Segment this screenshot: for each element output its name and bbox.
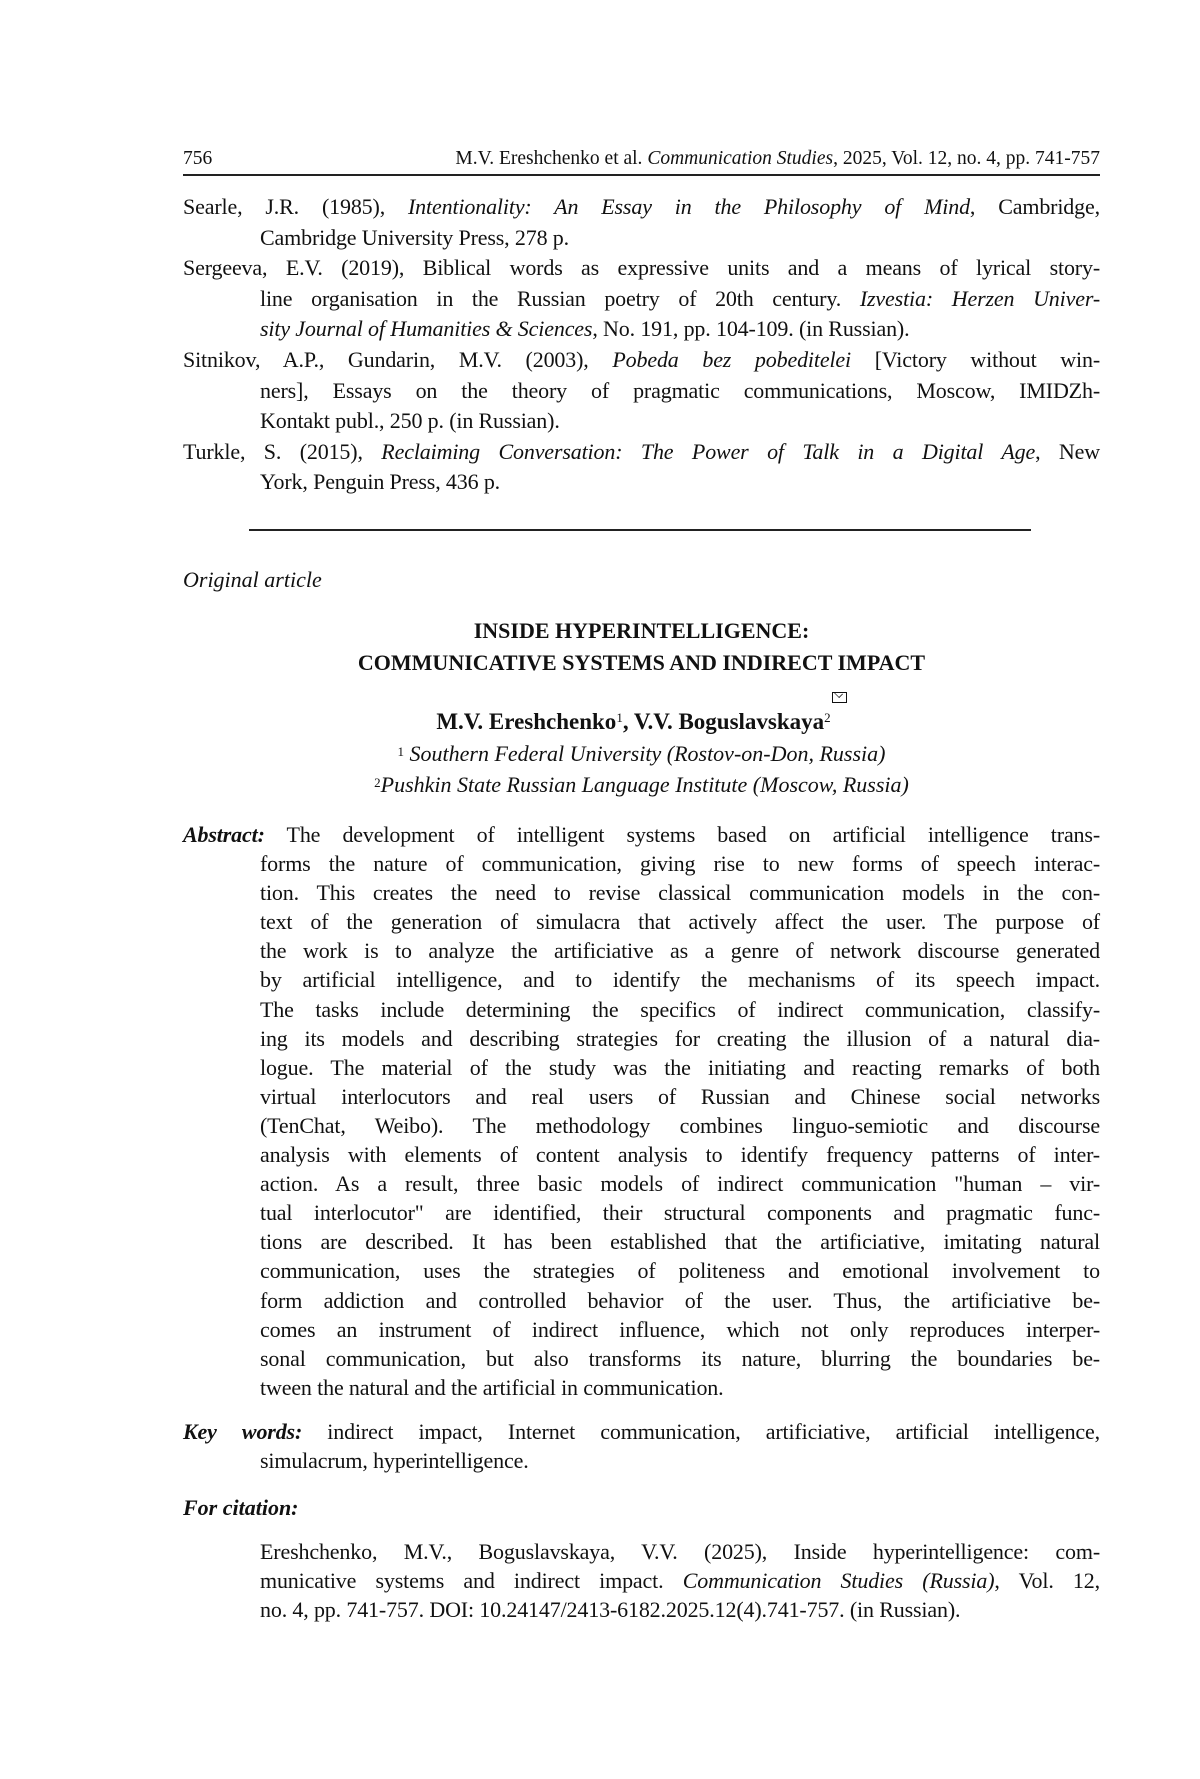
abstract-line — [260, 1198, 1100, 1227]
text-segment: form addiction and controlled behavior of the user. Thus, the artificiative be- — [260, 1287, 1100, 1313]
reference-line — [183, 192, 1100, 223]
abstract-line — [260, 1286, 1100, 1315]
authors — [183, 706, 1100, 738]
text-segment: [Victory without win- — [851, 346, 1101, 372]
text-segment: ners], Essays on the theory of pragmatic communications, Moscow, IMIDZh- — [260, 377, 1100, 403]
text-segment: , New — [1035, 438, 1100, 464]
keywords-label: Key words: — [183, 1419, 303, 1444]
reference-line — [260, 376, 1100, 407]
abstract-line — [260, 1082, 1100, 1111]
abstract-line — [260, 995, 1100, 1024]
text-segment: Communication Studies (Russia) — [682, 1568, 995, 1593]
author-2-affiliation: 2 — [824, 710, 831, 725]
running-head-authors: M.V. Ereshchenko et al. — [455, 148, 648, 169]
abstract-line — [260, 1256, 1100, 1285]
text-segment: , No. 191, pp. 104-109. (in Russian). — [592, 316, 910, 342]
keywords-line — [260, 1446, 1100, 1475]
running-head-rest: , 2025, Vol. 12, no. 4, pp. 741-757 — [833, 148, 1100, 169]
running-head — [455, 146, 1100, 172]
running-head-journal: Communication Studies — [647, 148, 834, 169]
text-segment: line organisation in the Russian poetry of 20th century. — [260, 285, 860, 311]
citation-line — [260, 1537, 1100, 1566]
abstract-line — [183, 820, 1100, 849]
text-segment: indirect impact, Internet communication, artificiative, artificial intelligence, — [302, 1419, 1100, 1444]
text-segment: Izvestia: Herzen Univer- — [859, 285, 1101, 311]
reference-line — [260, 314, 1100, 345]
text-segment: tions are described. It has been established that the artificiative, imitating natural — [260, 1229, 1100, 1255]
text-segment: , Vol. 12, — [994, 1568, 1100, 1593]
abstract-line — [260, 1227, 1100, 1256]
section-separator — [249, 529, 1031, 531]
citation-line — [260, 1595, 1100, 1624]
text-segment: Ereshchenko, M.V., Boguslavskaya, V.V. (2025), Inside hyperintelligence: com- — [260, 1539, 1100, 1564]
abstract-line — [260, 1140, 1100, 1169]
affiliations — [183, 738, 1100, 800]
text-segment: (TenChat, Weibo). The methodology combines linguo-semiotic and discourse — [260, 1112, 1100, 1138]
text-segment: no. 4, pp. 741-757. DOI: 10.24147/2413-6182.2025.12(4).741-757. (in Russian). — [260, 1597, 961, 1622]
text-segment: by artificial intelligence, and to identify the mechanisms of its speech impact. — [260, 967, 1100, 993]
title-line-2: COMMUNICATIVE SYSTEMS AND INDIRECT IMPACT — [357, 650, 926, 675]
text-segment: virtual interlocutors and real users of Russian and Chinese social networks — [260, 1083, 1100, 1109]
text-segment: sity Journal of Humanities & Sciences — [260, 316, 593, 342]
affiliation-2-number: 2 — [374, 775, 381, 790]
text-segment: Sergeeva, E.V. (2019), Biblical words as expressive units and a means of lyrical story- — [183, 255, 1100, 281]
abstract-line — [260, 936, 1100, 965]
keywords-line — [183, 1417, 1100, 1446]
affiliation-2-text: Pushkin State Russian Language Institute (Moscow, Russia) — [380, 772, 909, 797]
author-2: V.V. Boguslavskaya — [633, 709, 825, 734]
text-segment: Sitnikov, A.P., Gundarin, M.V. (2003), — [183, 346, 613, 372]
abstract-line — [260, 1169, 1100, 1198]
keywords — [183, 1417, 1100, 1475]
text-segment: text of the generation of simulacra that actively affect the user. The purpose of — [260, 909, 1100, 935]
text-segment: tion. This creates the need to revise classical communication models in the con- — [260, 880, 1100, 906]
text-segment: analysis with elements of content analysis to identify frequency patterns of inter- — [260, 1142, 1100, 1168]
text-segment: logue. The material of the study was the initiating and reacting remarks of both — [260, 1054, 1100, 1080]
running-header — [183, 146, 1100, 172]
article-type: Original article — [183, 567, 322, 592]
abstract-line — [260, 1111, 1100, 1140]
text-segment: municative systems and indirect impact. — [260, 1568, 683, 1593]
abstract-line — [260, 1053, 1100, 1082]
header-rule — [183, 174, 1100, 176]
text-segment: simulacrum, hyperintelligence. — [260, 1448, 529, 1473]
author-1: M.V. Ereshchenko — [436, 709, 617, 734]
text-segment: The tasks include determining the specifics of indirect communication, classify- — [260, 996, 1100, 1022]
text-segment: Searle, J.R. (1985), — [183, 194, 408, 219]
abstract-line — [260, 1315, 1100, 1344]
page-number: 756 — [183, 148, 213, 169]
author-separator: , — [622, 709, 634, 734]
abstract-line — [260, 849, 1100, 878]
text-segment: Turkle, S. (2015), — [183, 438, 382, 464]
reference-line — [183, 437, 1100, 468]
text-segment: communication, uses the strategies of politeness and emotional involvement to — [260, 1258, 1100, 1284]
reference-line — [260, 467, 1100, 498]
affiliation-1-number: 1 — [397, 744, 405, 759]
text-segment: tual interlocutor" are identified, their structural components and pragmatic func- — [260, 1200, 1100, 1226]
abstract-line — [260, 907, 1100, 936]
abstract-line — [260, 1373, 1100, 1402]
reference-line — [183, 253, 1100, 284]
text-segment: , Cambridge, — [969, 194, 1100, 219]
reference-line — [260, 406, 1100, 437]
abstract-line — [260, 965, 1100, 994]
citation — [183, 1537, 1100, 1624]
author-1-affiliation: 1 — [616, 710, 623, 725]
text-segment: Intentionality: An Essay in the Philosophy of Mind — [408, 194, 970, 219]
title-line-1: INSIDE HYPERINTELLIGENCE: — [473, 618, 810, 643]
abstract-label: Abstract: — [183, 822, 265, 847]
citation-line — [260, 1566, 1100, 1595]
text-segment: Cambridge University Press, 278 p. — [260, 224, 569, 250]
text-segment: ing its models and describing strategies for creating the illusion of a natural dia- — [260, 1025, 1100, 1051]
affiliation-1 — [183, 738, 1100, 769]
abstract-line — [260, 878, 1100, 907]
article-title — [183, 615, 1100, 679]
text-segment: Reclaiming Conversation: The Power of Talk in a Digital Age — [381, 438, 1036, 464]
affiliation-2 — [183, 769, 1100, 800]
for-citation-label: For citation: — [183, 1495, 299, 1520]
reference-list — [183, 192, 1100, 498]
reference-line — [260, 223, 1100, 254]
text-segment: forms the nature of communication, giving rise to new forms of speech interac- — [260, 851, 1100, 877]
text-segment: Kontakt publ., 250 p. (in Russian). — [260, 408, 560, 434]
text-segment: sonal communication, but also transforms its nature, blurring the boundaries be- — [260, 1345, 1100, 1371]
text-segment: the work is to analyze the artificiative as a genre of network discourse generated — [260, 938, 1100, 964]
reference-line — [260, 284, 1100, 315]
abstract-line — [260, 1024, 1100, 1053]
affiliation-1-text: Southern Federal University (Rostov-on-Don, Russia) — [409, 741, 886, 766]
text-segment: The development of intelligent systems based on artificial intelligence trans- — [264, 822, 1100, 847]
abstract-line — [260, 1344, 1100, 1373]
text-segment: tween the natural and the artificial in communication. — [260, 1374, 724, 1400]
text-segment: York, Penguin Press, 436 p. — [260, 469, 501, 495]
text-segment: Pobeda bez pobeditelei — [612, 346, 852, 372]
reference-line — [183, 345, 1100, 376]
text-segment: action. As a result, three basic models of indirect communication "human – vir- — [260, 1171, 1100, 1197]
text-segment: comes an instrument of indirect influence, which not only reproduces interper- — [260, 1316, 1100, 1342]
envelope-icon[interactable] — [832, 692, 847, 703]
abstract — [183, 820, 1100, 1402]
